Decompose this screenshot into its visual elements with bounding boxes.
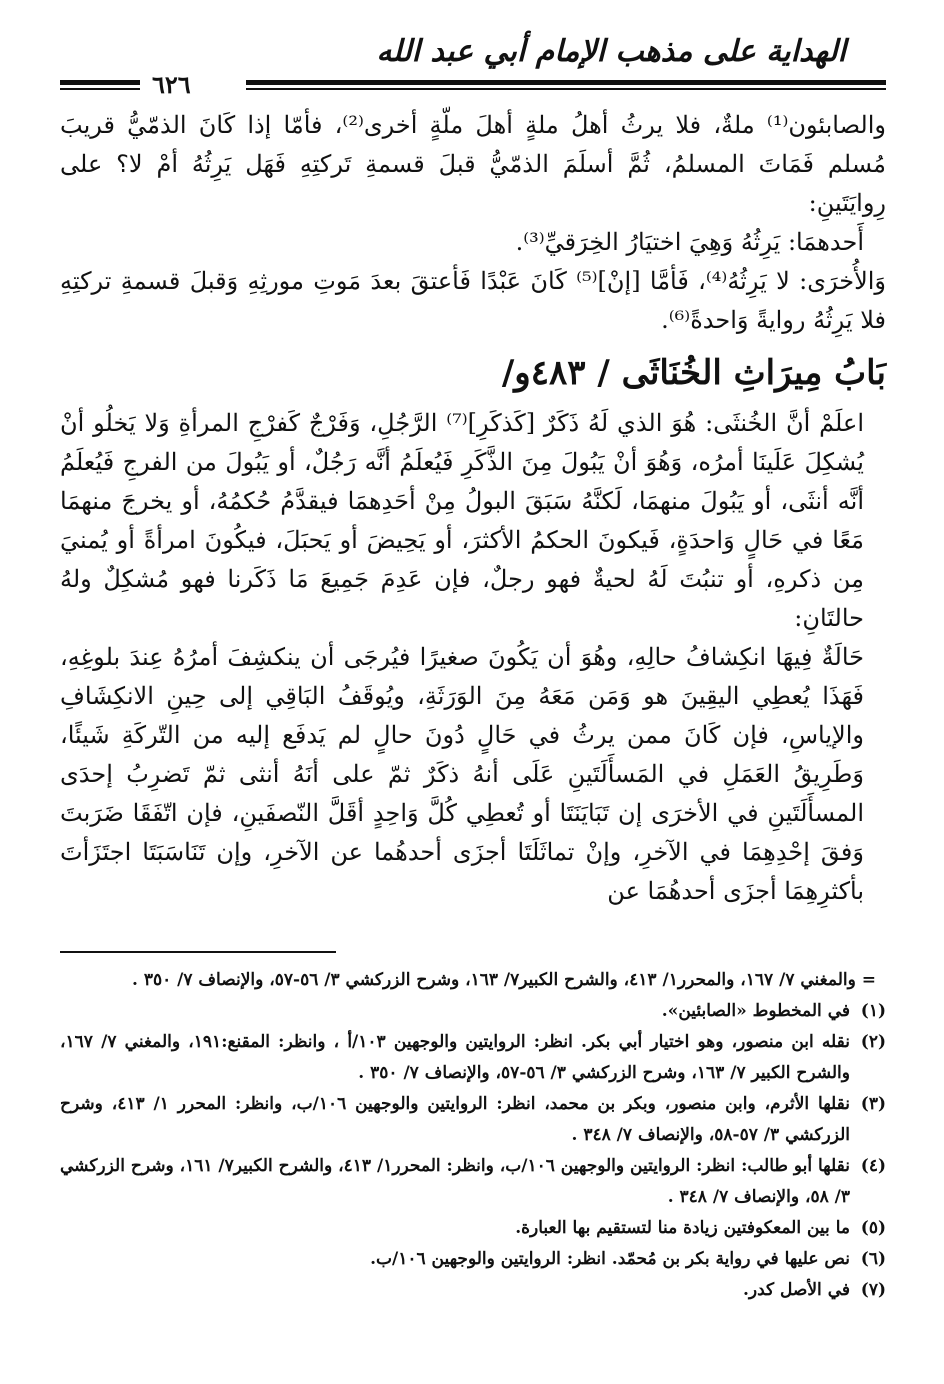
page-number: ٦٢٦ <box>152 70 191 99</box>
footnote <box>60 996 886 1027</box>
footnote-mark: (٣) <box>860 1094 886 1114</box>
footnotes <box>60 965 886 1306</box>
footnote-mark: (٤) <box>860 1156 886 1176</box>
paragraph: اعلَمْ أنَّ الخُنثَى: هُوَ الذي لَهُ ذَكَرٌ [كَذكَرِ]⁽⁷⁾ الرَّجُلِ، وَفَرْجٌ كَفرْجِ المرأةِ وَلا يَخلُو أنْ يُشكِلَ عَلَينَا أمرُه، وَهُوَ أنْ يَبُولَ مِنَ الذَّكَرِ فَيُعلَمُ أنَّه رَجُلٌ، أو يَبُولَ من الفرجِ فَيُعلَمُ أنَّه أنثَى، أو يَبُولَ منهمَا، لَكنَّهُ سَبَقَ البولُ مِنْ أحَدِهمَا فيقدَّمُ حُكمُهُ، أو يخرجَ منهمَا مَعًا في حَالٍ وَاحدَةٍ، فَيكونَ الحكمُ الأكثرَ، أو يَحِيضَ أو يَحبَلَ، فيكُونَ امرأةً أو يُمنيَ مِن ذكرهِ، أو تنبُتَ لَهُ لحيةٌ فهو رجلٌ، فإن عَدِمَ جَمِيعَ مَا ذَكَرنا فهو مُشكِلٌ ولهُ حالتَانِ: <box>60 409 864 632</box>
footnote <box>60 1244 886 1275</box>
footnote-text: نقلها أبو طالب: انظر: الروايتين والوجهين ١٠٦/ب، وانظر: المحرر١/ ٤١٣، والشرح الكبير٧/ ١٦١، وشرح الزركشي ٣/ ٥٨، والإنصاف ٧/ ٣٤٨ . <box>60 1156 850 1207</box>
footnote-mark: (٦) <box>860 1249 886 1269</box>
header-rule-thick-left <box>60 80 140 85</box>
footnote-text: نص عليها في رواية بكر بن مُحمّد. انظر: الروايتين والوجهين ١٠٦/ب. <box>370 1249 850 1269</box>
running-head <box>60 28 886 68</box>
paragraph: وَالأُخرَى: لا يَرِثُهُ⁽⁴⁾، فَأمَّا [إنْ]⁽⁵⁾ كَانَ عَبْدًا فَأعتقَ بعدَ مَوتِ مورثِهِ وَقبلَ قسمةِ تركتِهِ فلا يَرِثُهُ روايةً وَاحدةً⁽⁶⁾. <box>60 267 887 334</box>
paragraph: والصابئون⁽¹⁾ ملةٌ، فلا يرثُ أهلُ ملةٍ أهلَ ملّةٍ أخرى⁽²⁾، فأمّا إذا كَانَ الذمّيُّ قريبَ مُسلم فَمَاتَ المسلمُ، ثُمَّ أسلَمَ الذمّيُّ قبلَ قسمةِ تَركتِهِ فَهَل يَرِثُهُ أمْ لا؟ على رِوايَتَينِ: <box>60 111 886 217</box>
footnote-text: في المخطوط «الصابئين». <box>661 1001 850 1021</box>
footnote-separator <box>60 951 336 953</box>
header-rule-thin-left <box>60 88 140 90</box>
footnote-mark: (١) <box>860 1001 886 1021</box>
footnote-text: نقلها الأثرم، وابن منصور، وبكر بن محمد، انظر: الروايتين والوجهين ١٠٦/ب، وانظر: المحرر ١/ ٤١٣، وشرح الزركشي ٣/ ٥٧-٥٨، والإنصاف ٧/ ٣٤٨ . <box>60 1094 850 1145</box>
chapter-heading: بَابُ مِيرَاثِ الخُنَاثَى / ٤٨٣و/ <box>501 353 886 393</box>
footnote-mark: (٢) <box>860 1032 886 1052</box>
header-rule <box>60 70 886 100</box>
footnote <box>60 1275 886 1306</box>
footnote-text: نقله ابن منصور، وهو اختيار أبي بكر. انظر: الروايتين والوجهين ١٠٣/أ ، وانظر: المقنع:١٩١، والمغني ٧/ ١٦٧، والشرح الكبير ٧/ ١٦٣، وشرح الزركشي ٣/ ٥٦-٥٧، والإنصاف ٧/ ٣٥٠ . <box>60 1032 850 1083</box>
header-rule-thick <box>246 80 886 85</box>
footnote <box>60 1213 886 1244</box>
footnote <box>60 1151 886 1213</box>
footnote <box>60 1027 886 1089</box>
header-rule-thin <box>246 88 886 90</box>
running-title: الهداية على مذهب الإمام أبي عبد الله <box>376 34 846 69</box>
paragraph: أَحدهمَا: يَرِثُهُ وَهِيَ اختيَارُ الخِرَقيِّ⁽³⁾. <box>515 228 864 256</box>
paragraph: حَالَةٌ فِيهَا انكِشافُ حالِهِ، وهُوَ أن يَكُونَ صغيرًا فيُرجَى أن ينكشِفَ أمرُهُ عِندَ بلوغِهِ، فَهَذَا يُعطِي اليقِينَ هو وَمَن مَعَهُ مِنَ الوَرَثَةِ، ويُوقَفُ البَاقِي إلى حِينِ الانكِشَافِ والإياسِ، فإن كَانَ ممن يرثُ في حَالٍ دُونَ حالٍ لم يَدفَع إليه من التّركَةِ شَيئًا، وَطَرِيقُ العَمَلِ في المَسأَلَتَينِ عَلَى أنهُ ذكَرٌ ثمّ على أنَهُ أنثى ثمّ تَضرِبُ إحدَى المسأَلَتَينِ في الأخرَى إن تَبَايَنَتَا أو تُعطِي كُلَّ وَاحِدٍ أقَلَّ النّصفَينِ، فإن اتّفَقَا ضَرَبتَ وَفقَ إحْدِهِمَا في الآخرِ، وإنْ تماثَلَتَا أجزَى أحدهُما عن الآخرِ، وإن تَنَاسَبَتَا اجتَزَأتَ بأكثرِهِمَا أجزَى أحدهُمَا عن <box>60 643 864 905</box>
footnote-text: ما بين المعكوفتين زيادة منا لتستقيم بها العبارة. <box>515 1218 850 1238</box>
footnote <box>60 1089 886 1151</box>
book-page <box>60 28 886 1306</box>
footnote-continued: = والمغني ٧/ ١٦٧، والمحرر١/ ٤١٣، والشرح الكبير٧/ ١٦٣، وشرح الزركشي ٣/ ٥٦-٥٧، والإنصاف ٧/ ٣٥٠ . <box>131 970 876 990</box>
main-text <box>60 106 886 911</box>
footnote-text: في الأصل كدر. <box>742 1280 850 1300</box>
footnote-mark: (٧) <box>860 1280 886 1300</box>
footnote-mark: (٥) <box>860 1218 886 1238</box>
